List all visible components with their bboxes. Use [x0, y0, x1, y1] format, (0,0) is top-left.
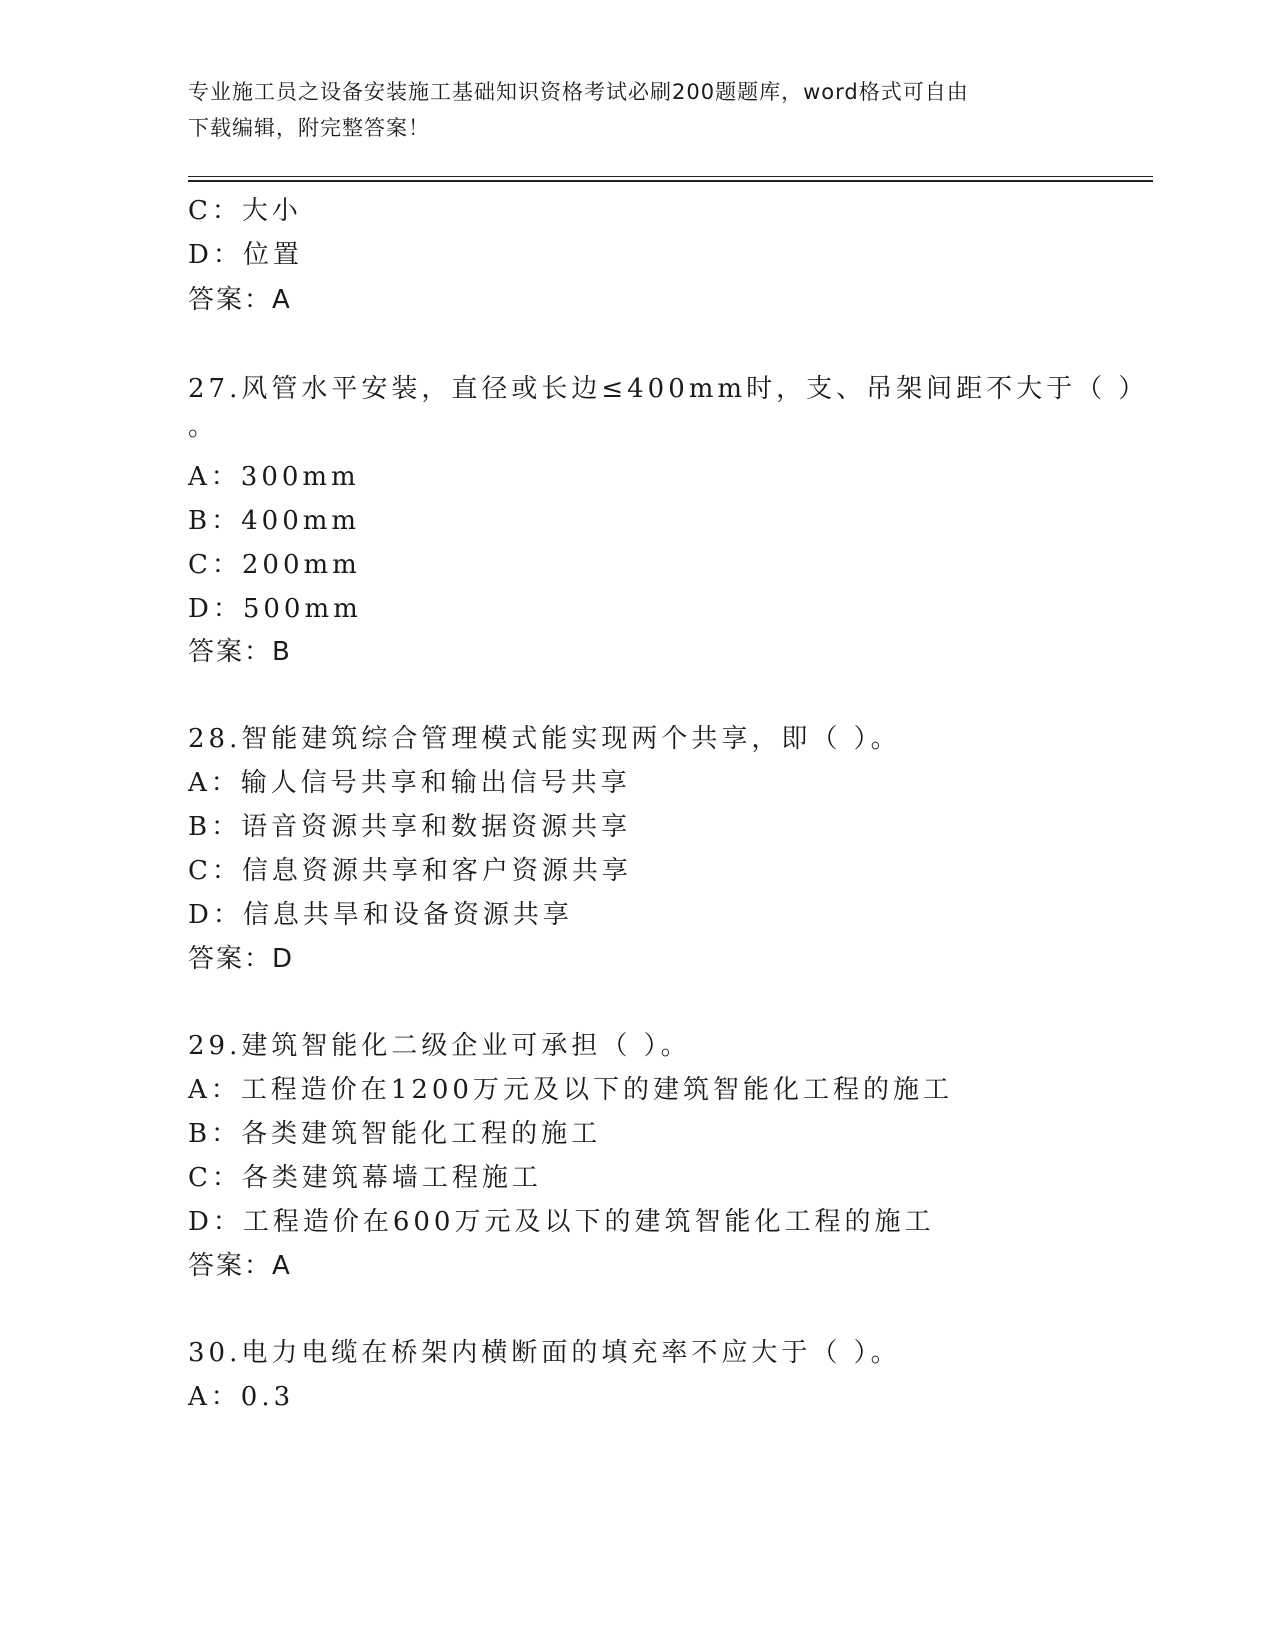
q27-option-d: D：500mm: [188, 594, 362, 624]
q30-stem: 30.电力电缆在桥架内横断面的填充率不应大于（ ）。: [188, 1338, 901, 1368]
q28-option-c: C：信息资源共享和客户资源共享: [188, 856, 632, 886]
q29-answer: 答案：A: [188, 1251, 292, 1281]
header-divider-thin: [188, 176, 1153, 177]
q26-option-d: D：位置: [188, 240, 303, 270]
header-line-2: 下载编辑，附完整答案！: [188, 116, 430, 140]
header-divider-thick: [188, 180, 1153, 182]
q29-stem: 29.建筑智能化二级企业可承担（ ）。: [188, 1031, 691, 1061]
q27-stem: 27.风管水平安装，直径或长边≤400mm时，支、吊架间距不大于（ ）: [188, 374, 1149, 404]
q28-stem: 28.智能建筑综合管理模式能实现两个共享，即（ ）。: [188, 724, 901, 754]
q28-answer: 答案：D: [188, 944, 295, 974]
q29-option-d: D：工程造价在600万元及以下的建筑智能化工程的施工: [188, 1207, 935, 1237]
q27-answer: 答案：B: [188, 637, 292, 667]
header-line-1: 专业施工员之设备安装施工基础知识资格考试必刷200题题库，word格式可自由: [188, 80, 969, 104]
q27-option-b: B：400mm: [188, 506, 361, 536]
q27-stem-continuation: 。: [188, 412, 219, 442]
q27-option-a: A：300mm: [188, 462, 360, 492]
q29-option-a: A：工程造价在1200万元及以下的建筑智能化工程的施工: [188, 1075, 953, 1105]
q29-option-b: B：各类建筑智能化工程的施工: [188, 1119, 602, 1149]
q28-option-a: A：输人信号共享和输出信号共享: [188, 768, 631, 798]
q27-option-c: C：200mm: [188, 550, 361, 580]
document-header: [188, 74, 1088, 146]
q26-answer: 答案：A: [188, 285, 292, 315]
q26-option-c: C：大小: [188, 196, 302, 226]
q29-option-c: C：各类建筑幕墙工程施工: [188, 1163, 542, 1193]
q30-option-a: A：0.3: [188, 1382, 295, 1412]
q28-option-d: D：信息共旱和设备资源共享: [188, 900, 573, 930]
q28-option-b: B：语音资源共享和数据资源共享: [188, 812, 632, 842]
